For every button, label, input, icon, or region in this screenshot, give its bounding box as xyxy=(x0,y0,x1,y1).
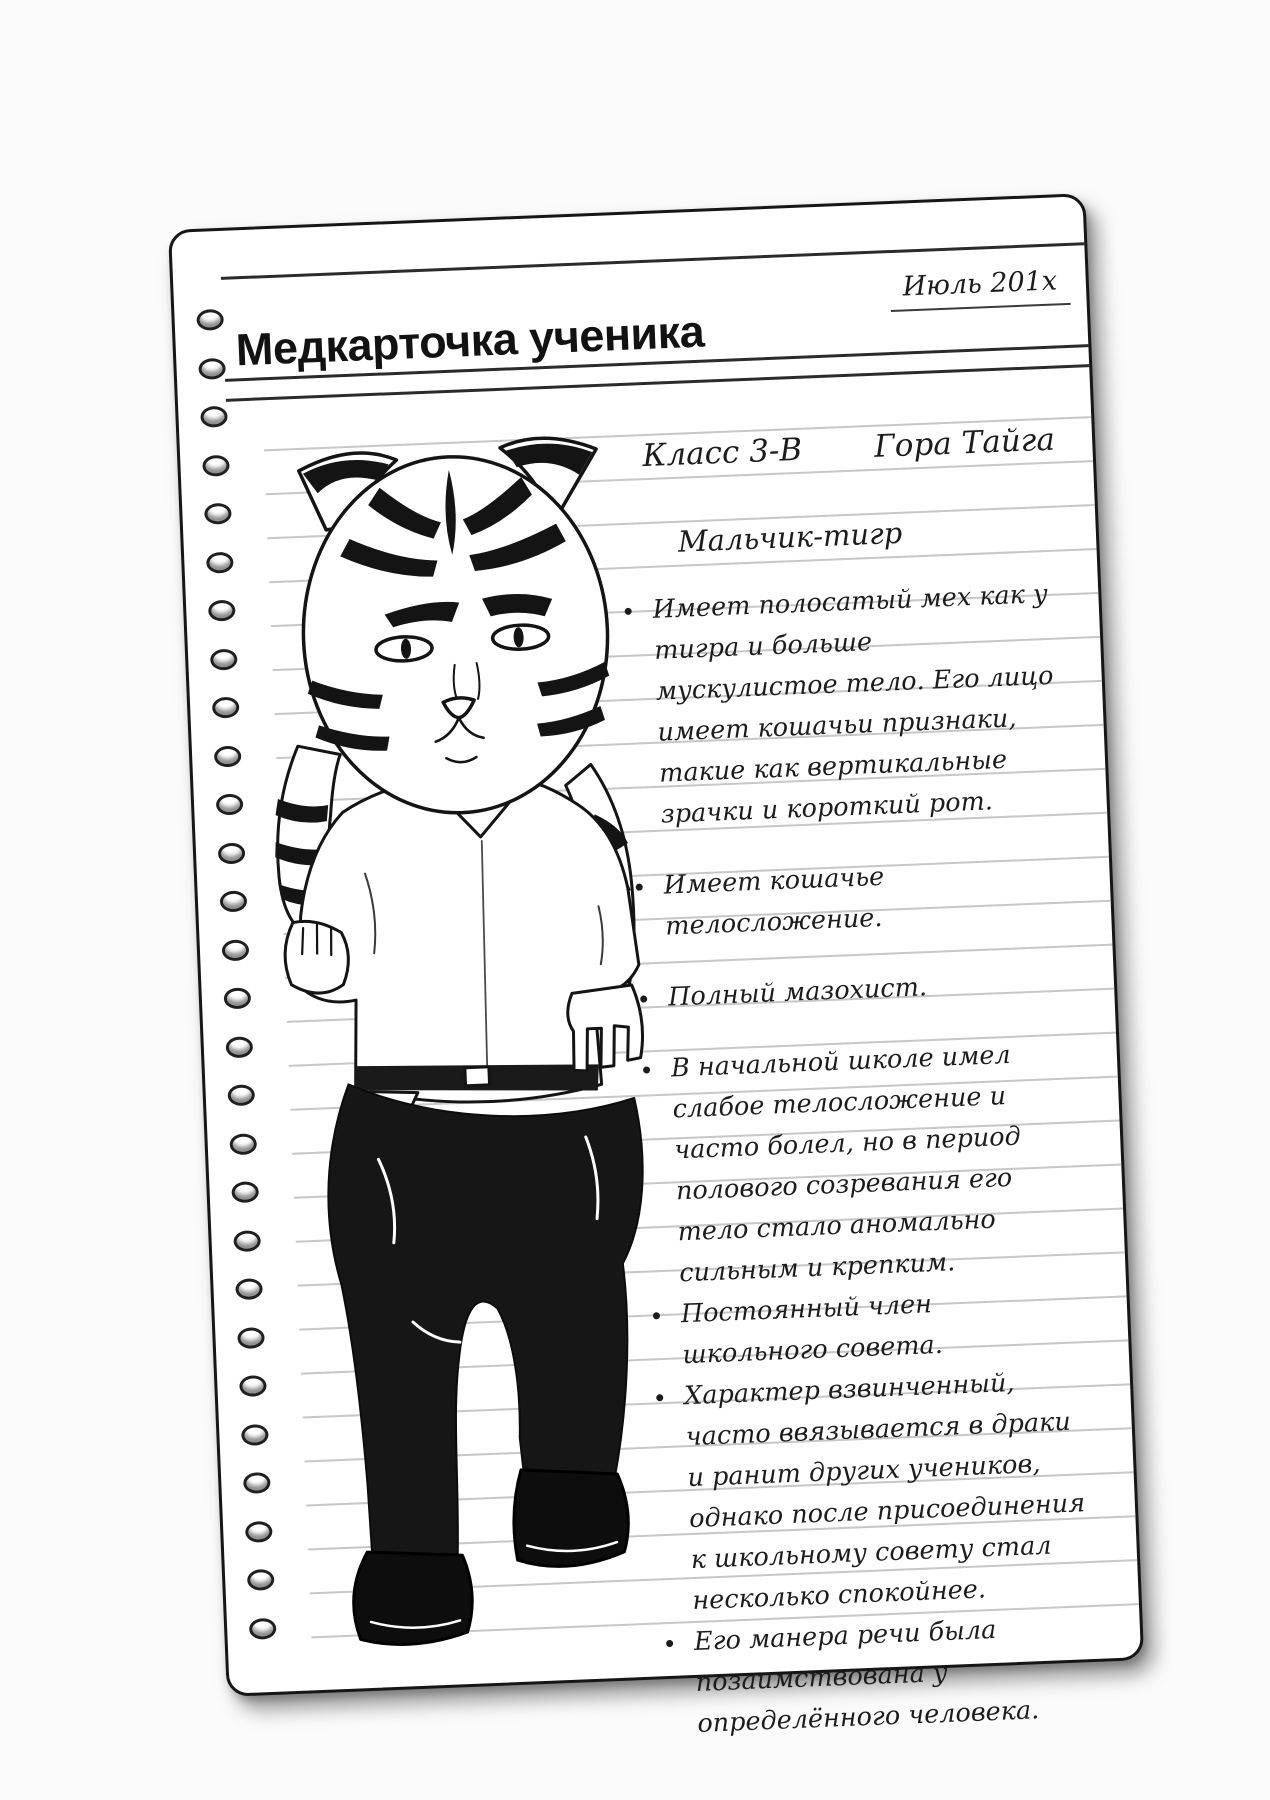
notebook-page xyxy=(168,193,1144,1739)
class-field: Класс 3-В xyxy=(641,431,803,475)
note-item: Его манера речи была позаимствована у определённого человека. xyxy=(663,1606,1096,1746)
bullet-dot xyxy=(625,608,632,615)
page-title: Медкарточка ученика xyxy=(234,305,706,376)
student-name-field: Гора Тайга xyxy=(873,421,1056,465)
note-item: Имеет кошачье телосложение. xyxy=(633,850,1064,949)
bullet-dot xyxy=(643,1066,650,1073)
note-item: Постоянный член школьного совета. xyxy=(650,1278,1081,1377)
note-item: Характер взвинченный, часто ввязывается в драки и ранит других учеников, однако после присоединения к школьному совету стал несколько спокойнее. xyxy=(653,1360,1091,1623)
bullet-dot xyxy=(666,1640,673,1647)
bullet-dot xyxy=(636,883,643,890)
note-item: Имеет полосатый мех как у тигра и больше мускулистое тело. Его лицо имеет кошачьи признаки, такие как вертикальные зрачки и короткий рот. xyxy=(622,574,1060,837)
date-field: Июль 201x xyxy=(889,265,1070,312)
bullet-dot xyxy=(653,1312,660,1319)
species-subtitle: Мальчик-тигр xyxy=(677,515,903,559)
bullet-dot xyxy=(640,995,647,1002)
page-text xyxy=(171,196,1141,1739)
note-item: Полный мазохист. xyxy=(637,962,1066,1020)
class-row xyxy=(180,420,1093,499)
notes-list xyxy=(622,574,1096,1746)
note-item: В начальной школе имел слабое телосложение и часто болел, но в период полового созревания его тело стало аномально сильным и крепким. xyxy=(640,1033,1078,1296)
bullet-dot xyxy=(656,1394,663,1401)
